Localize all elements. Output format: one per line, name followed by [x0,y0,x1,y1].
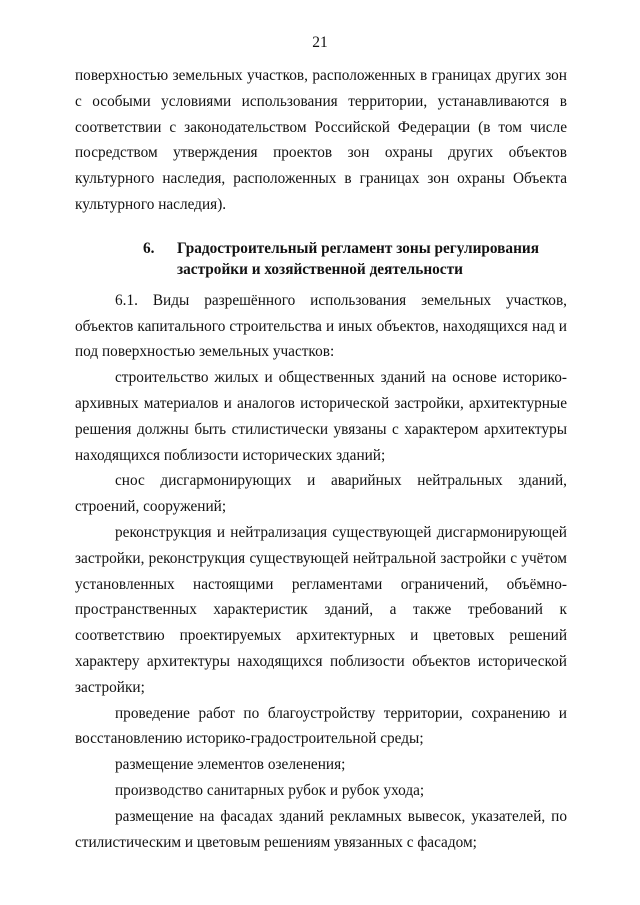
list-item-signage: размещение на фасадах зданий рекламных вывесок, указателей, по стилистическим и цветовым решениям увязанных с фасадом; [75,807,567,851]
list-item-construction: строительство жилых и общественных зданий на основе историко-архивных материалов и аналогов исторической застройки, архитектурные решения должны быть стилистически увязаны с характером архитектуры находящихся поблизости исторических зданий; [75,369,567,464]
list-item-reconstruction: реконструкция и нейтрализация существующей дисгармонирующей застройки, реконструкция существующей нейтральной застройки с учётом установленных настоящими регламентами ограничений, объёмно-пространственных характеристик зданий, а также требований к соответствию проектируемых архитектурных и цветовых решений характеру архитектуры находящихся поблизости объектов исторической застройки; [75,523,567,696]
section-number: 6. [143,239,155,257]
section-title-line-2: застройки и хозяйственной деятельности [177,260,463,278]
list-item-demolition: снос дисгармонирующих и аварийных нейтральных зданий, строений, сооружений; [75,472,567,516]
section-title-line-1: Градостроительный регламент зоны регулирования [177,239,539,257]
page-number: 21 [312,34,328,51]
section-heading [75,238,567,280]
list-item-sanitary-felling: производство санитарных рубок и рубок ухода; [115,781,425,799]
paragraph-6-1: 6.1. Виды разрешённого использования земельных участков, объектов капитального строительства и иных объектов, находящихся над и под поверхностью земельных участков: [75,291,567,361]
list-item-landscaping-works: проведение работ по благоустройству территории, сохранению и восстановлению историко-градостроительной среды; [75,704,567,748]
document-body [75,63,567,855]
list-item-greenery: размещение элементов озеленения; [115,756,346,774]
section-title [177,238,567,280]
intro-paragraph: поверхностью земельных участков, расположенных в границах других зон с особыми условиями использования территории, устанавливаются в соответствии с законодательством Российской Федерации (в том числе посредством утверждения проектов зон охраны других объектов культурного наследия, расположенных в границах зон охраны Объекта культурного наследия). [75,67,567,213]
